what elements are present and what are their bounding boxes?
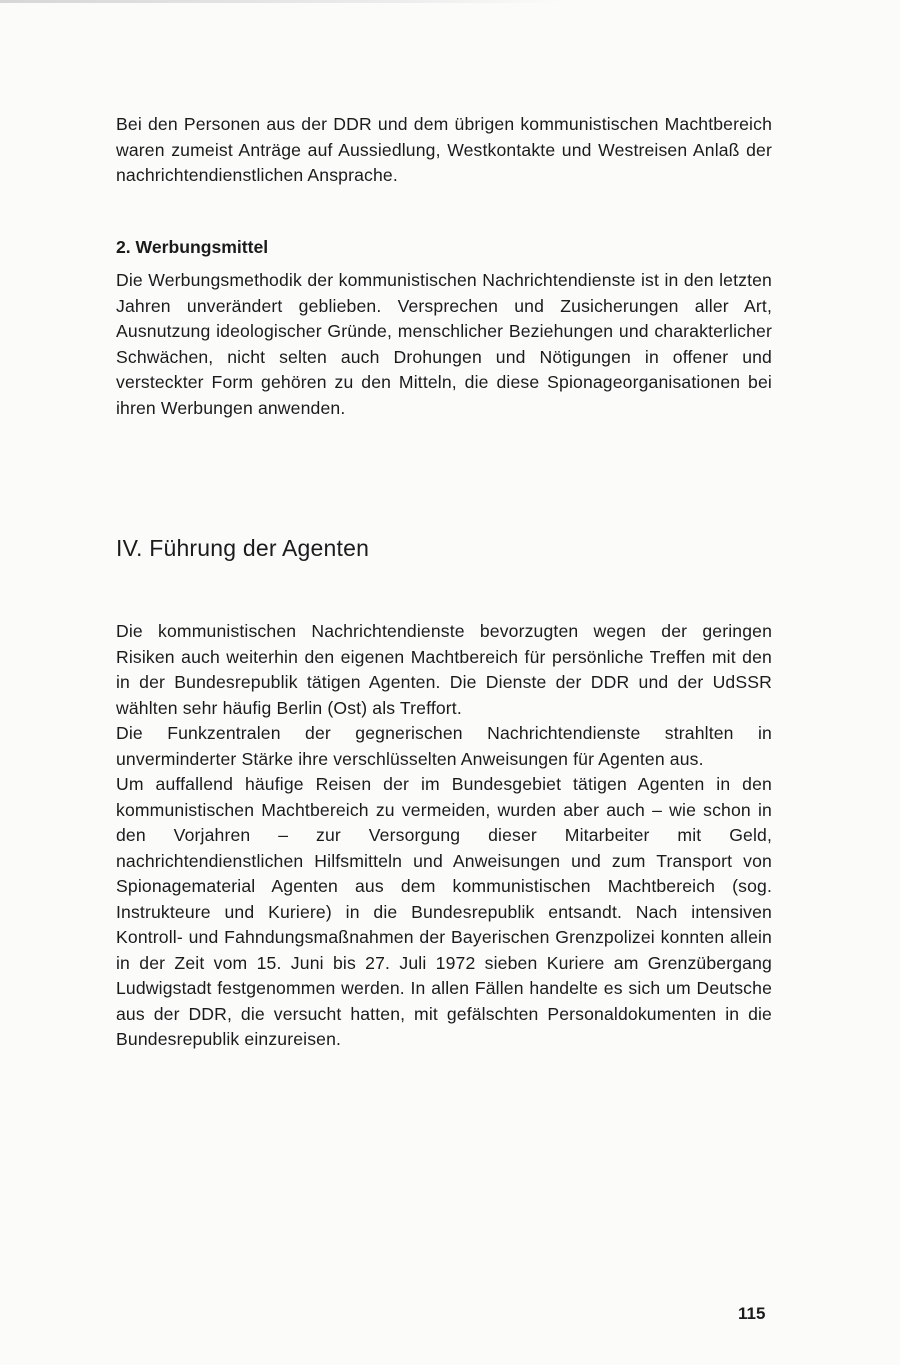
scan-edge-shadow [0,0,560,3]
chapter-heading: IV. Führung der Agenten [116,535,370,561]
section-heading-werbungsmittel: 2. Werbungsmittel [116,236,269,257]
chapter-paragraph-3: Um auffallend häufige Reisen der im Bundesgebiet tätigen Agenten in den kommunistischen Machtbereich zu vermeiden, wurden aber auch – wie schon in den Vorjahren – zur Versorgung dieser Mitarbeiter mit Geld, nachrichtendienstlichen Hilfsmitteln und Anweisungen und zum Transport von Spionagematerial Agenten aus dem kommunistischen Machtbereich (sog. Instrukteure und Kuriere) in die Bundesrepublik entsandt. Nach intensiven Kontroll- und Fahndungsmaßnahmen der Bayerischen Grenzpolizei konnten allein in der Zeit vom 15. Juni bis 27. Juli 1972 sieben Kuriere am Grenzübergang Ludwigstadt festgenommen werden. In allen Fällen handelte es sich um Deutsche aus der DDR, die versucht hatten, mit gefälschten Personaldokumenten in die Bundesrepublik einzureisen. [116,774,772,1049]
page-number: 115 [738,1304,766,1323]
chapter-paragraph-2: Die Funkzentralen der gegnerischen Nachrichtendienste strahlten in unverminderter Stärke ihre verschlüsselten Anweisungen für Agenten aus. [116,723,772,769]
intro-paragraph: Bei den Personen aus der DDR und dem übrigen kommunistischen Machtbereich waren zumeist Anträge auf Aussiedlung, Westkontakte und Westreisen Anlaß der nachrichtendienstlichen Ansprache. [116,114,772,185]
chapter-paragraph-1: Die kommunistischen Nachrichtendienste bevorzugten wegen der geringen Risiken auch weiterhin den eigenen Machtbereich für persönliche Treffen mit den in der Bundesrepublik tätigen Agenten. Die Dienste der DDR und der UdSSR wählten sehr häufig Berlin (Ost) als Treffort. [116,621,772,718]
page-body [116,112,772,1053]
werbungsmittel-paragraph: Die Werbungsmethodik der kommunistischen Nachrichtendienste ist in den letzten Jahren unverändert geblieben. Versprechen und Zusicherungen aller Art, Ausnutzung ideologischer Gründe, menschlicher Beziehungen und charakterlicher Schwächen, nicht selten auch Drohungen und Nötigungen in offener und versteckter Form gehören zu den Mitteln, die diese Spionageorganisationen bei ihren Werbungen anwenden. [116,270,772,418]
